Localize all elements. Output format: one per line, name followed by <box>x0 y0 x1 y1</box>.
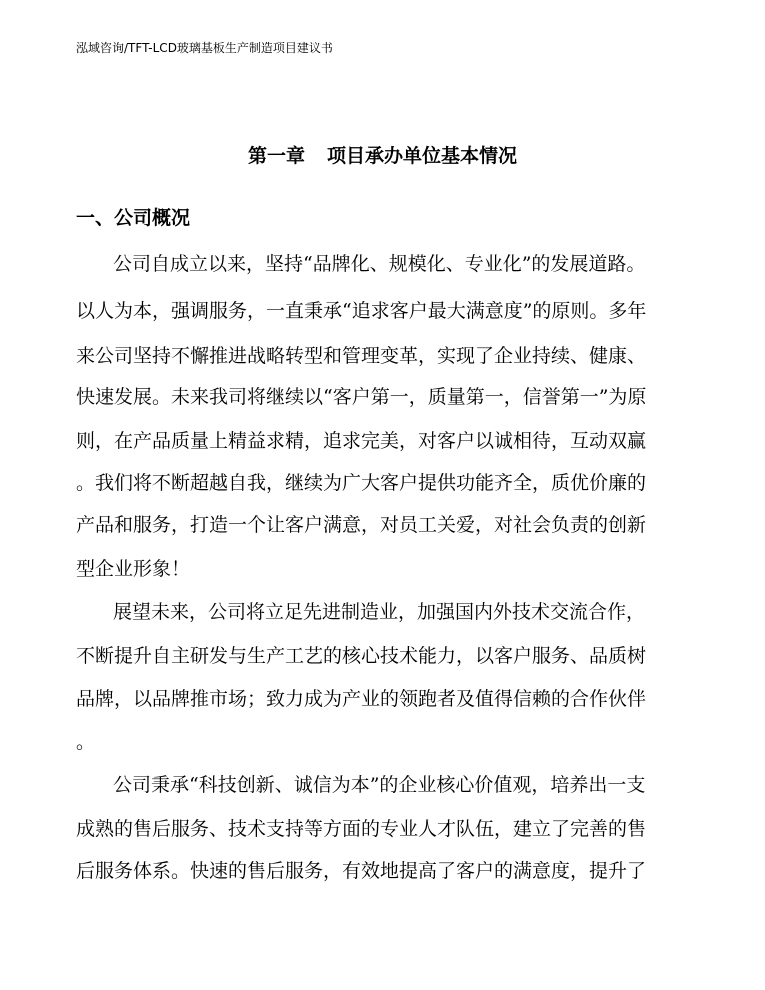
paragraph-line: 。 <box>76 731 96 753</box>
paragraph-line: 不断提升自主研发与生产工艺的核心技术能力，以客户服务、品质树 <box>76 645 647 667</box>
paragraph-line: 。我们将不断超越自我，继续为广大客户提供功能齐全，质优价廉的 <box>76 472 647 494</box>
paragraph-line: 品牌，以品牌推市场；致力成为产业的领跑者及值得信赖的合作伙伴 <box>76 688 647 710</box>
paragraph-line: 公司自成立以来，坚持“品牌化、规模化、专业化”的发展道路。 <box>113 253 646 275</box>
running-header: 泓域咨询/TFT-LCD玻璃基板生产制造项目建议书 <box>76 41 333 55</box>
paragraph-line: 成熟的售后服务、技术支持等方面的专业人才队伍，建立了完善的售 <box>76 818 647 840</box>
chapter-number: 第一章 <box>247 145 305 167</box>
chapter-name: 项目承办单位基本情况 <box>327 145 518 167</box>
paragraph-line: 来公司坚持不懈推进战略转型和管理变革，实现了企业持续、健康、 <box>76 345 647 367</box>
chapter-title <box>0 143 765 169</box>
section-heading: 一、公司概况 <box>76 207 191 229</box>
paragraph-line: 公司秉承“科技创新、诚信为本”的企业核心价值观，培养出一支 <box>113 774 646 796</box>
paragraph-line: 以人为本，强调服务，一直秉承“追求客户最大满意度”的原则。多年 <box>76 300 647 322</box>
paragraph-line: 后服务体系。快速的售后服务，有效地提高了客户的满意度，提升了 <box>76 860 647 882</box>
paragraph-line: 展望未来，公司将立足先进制造业，加强国内外技术交流合作， <box>113 601 646 623</box>
paragraph-line: 产品和服务，打造一个让客户满意，对员工关爱，对社会负责的创新 <box>76 514 647 536</box>
paragraph-line: 快速发展。未来我司将继续以“客户第一，质量第一，信誉第一”为原 <box>76 386 647 408</box>
paragraph-line: 型企业形象！ <box>76 558 191 580</box>
paragraph-line: 则，在产品质量上精益求精，追求完美，对客户以诚相待，互动双赢 <box>76 430 647 452</box>
